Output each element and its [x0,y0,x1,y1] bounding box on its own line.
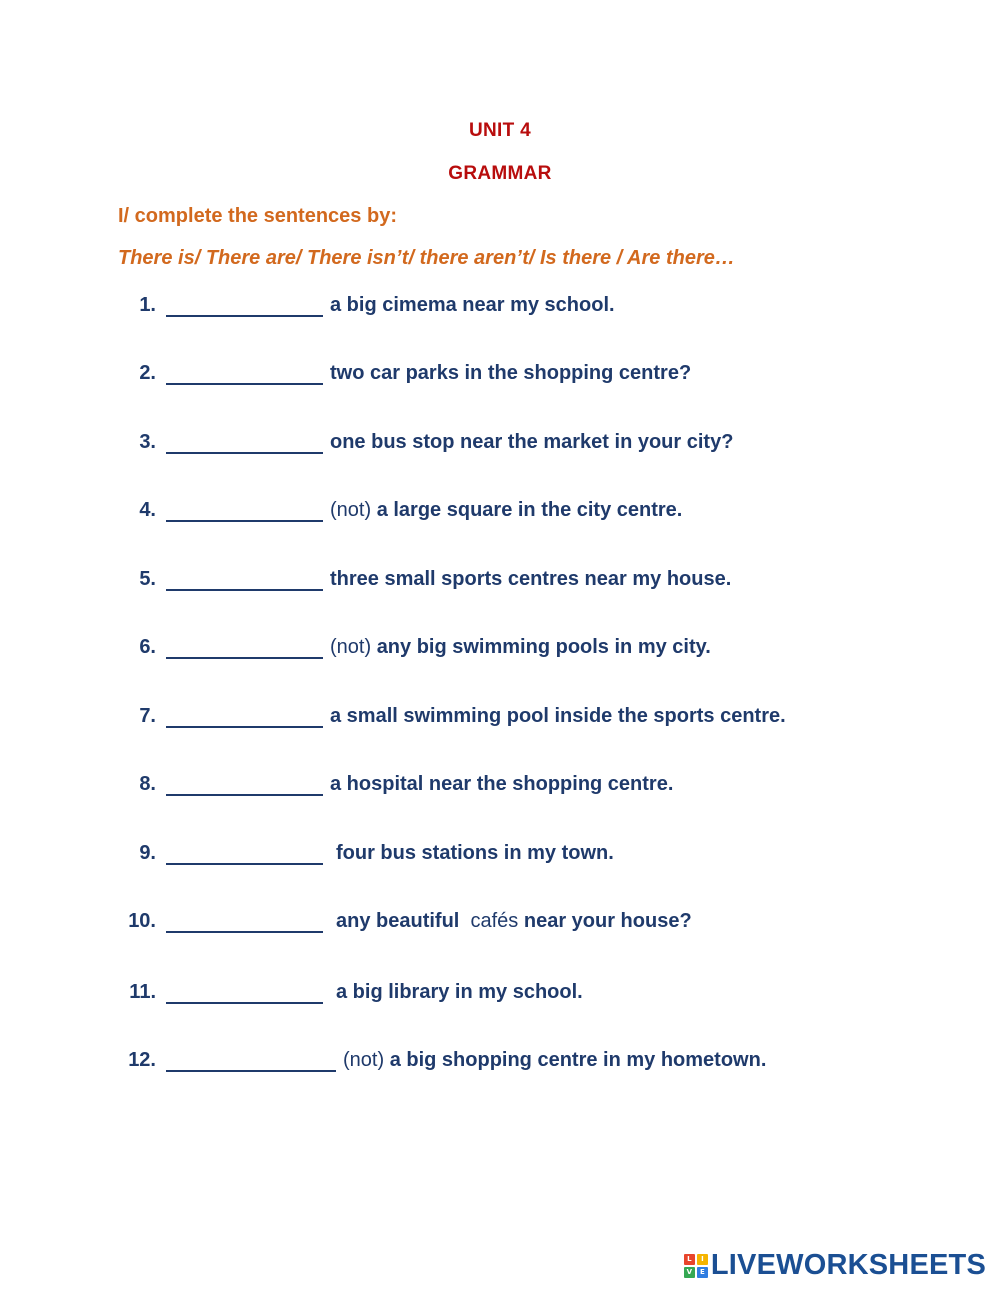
question-6 [100,629,711,659]
answer-blank-11[interactable] [166,980,323,1004]
question-text: a small swimming pool inside the sports centre. [330,705,786,727]
logo-tile: E [697,1267,708,1278]
question-text-body: any big swimming pools in my city. [376,636,711,658]
question-text: a big cimema near my school. [330,294,615,316]
question-number: 12. [128,1049,156,1071]
answer-blank-3[interactable] [166,430,323,454]
question-text: two car parks in the shopping centre? [330,362,692,384]
unit-title: UNIT 4 [469,120,531,141]
logo-tile: V [684,1267,695,1278]
question-number: 2. [139,362,156,384]
question-number: 10. [128,910,156,932]
question-number: 8. [139,773,156,795]
question-text: a big library in my school. [336,981,583,1003]
question-2 [100,355,691,385]
question-11 [100,974,583,1004]
question-text-start: any beautiful [336,910,460,932]
not-hint: (not) [330,636,372,658]
question-text [343,1049,766,1072]
question-number: 4. [139,499,156,521]
instruction: I/ complete the sentences by: [118,205,397,227]
question-text-body: a big shopping centre in my hometown. [389,1049,767,1071]
answer-blank-9[interactable] [166,841,323,865]
answer-blank-6[interactable] [166,635,323,659]
brand-name: LIVEWORKSHEETS [710,1249,986,1281]
question-text: a hospital near the shopping centre. [330,773,674,795]
question-5 [100,561,731,591]
question-12 [100,1042,766,1072]
question-number: 6. [139,636,156,658]
question-7 [100,698,786,728]
logo-tile: L [684,1254,695,1265]
question-8 [100,766,673,796]
question-number: 9. [139,842,156,864]
section-title: GRAMMAR [448,163,552,184]
answer-blank-4[interactable] [166,498,323,522]
question-text [330,499,682,522]
answer-blank-1[interactable] [166,293,323,317]
logo-tile: I [697,1254,708,1265]
question-10 [100,903,692,933]
question-number: 5. [139,568,156,590]
question-text: three small sports centres near my house. [330,568,732,590]
question-9 [100,835,614,865]
not-hint: (not) [330,499,372,521]
question-text: four bus stations in my town. [336,842,614,864]
question-text [336,910,692,933]
cafes-word: cafés [470,910,519,932]
question-1 [100,287,615,317]
answer-blank-2[interactable] [166,361,323,385]
question-text-end: near your house? [523,910,692,932]
answer-blank-8[interactable] [166,772,323,796]
question-text [330,636,711,659]
not-hint: (not) [343,1049,385,1071]
question-number: 3. [139,431,156,453]
question-text-body: a large square in the city centre. [376,499,683,521]
answer-blank-10[interactable] [166,909,323,933]
question-3 [100,424,733,454]
answer-blank-7[interactable] [166,704,323,728]
question-number: 7. [139,705,156,727]
question-number: 11. [129,981,156,1003]
question-4 [100,492,682,522]
liveworksheets-logo-icon [684,1254,708,1278]
liveworksheets-watermark [684,1249,986,1282]
word-hint: There is/ There are/ There isn’t/ there aren’t/ Is there / Are there… [118,247,735,269]
question-text: one bus stop near the market in your city? [330,431,734,453]
answer-blank-12[interactable] [166,1048,336,1072]
answer-blank-5[interactable] [166,567,323,591]
question-number: 1. [139,294,156,316]
